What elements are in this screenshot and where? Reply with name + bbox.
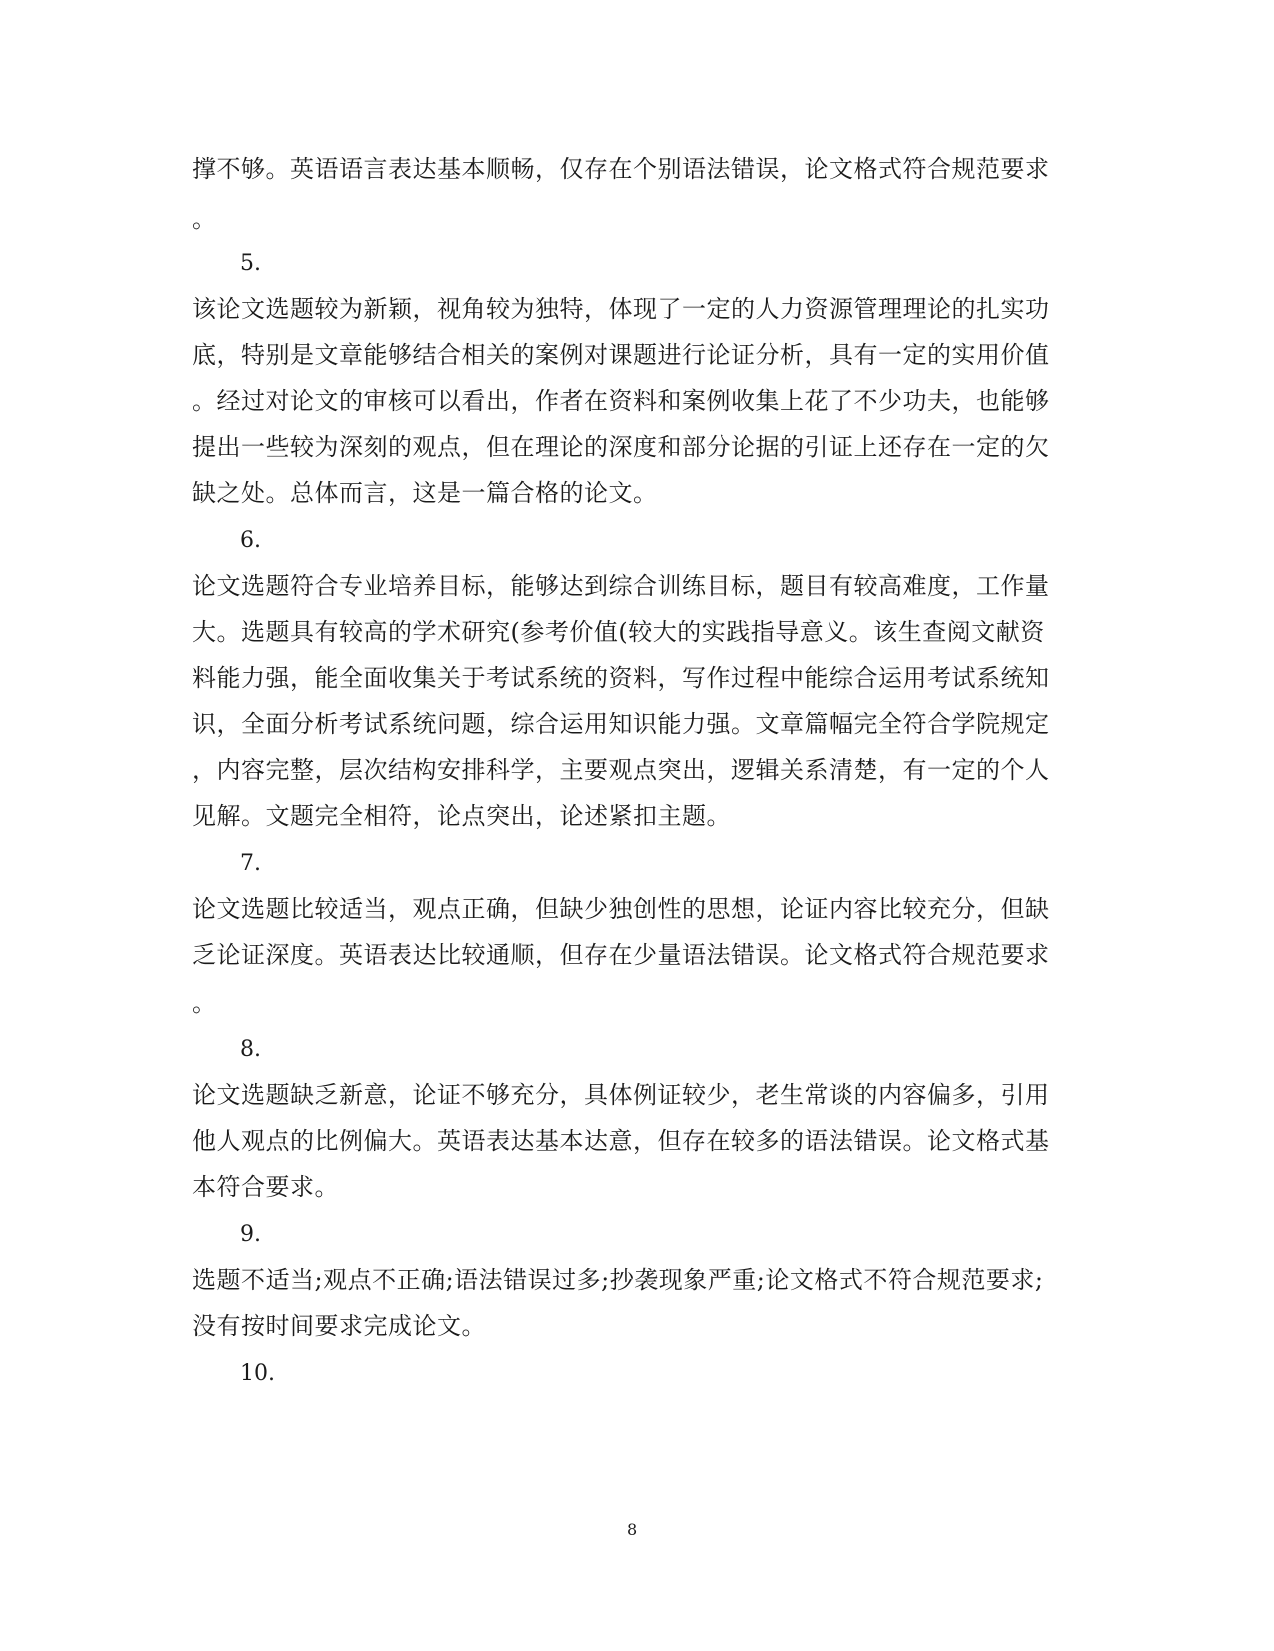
text-line: 。 — [192, 205, 217, 233]
text-line: 。经过对论文的审核可以看出，作者在资料和案例收集上花了不少功夫，也能够 — [192, 387, 1050, 415]
text-line: 料能力强，能全面收集关于考试系统的资料，写作过程中能综合运用考试系统知 — [192, 664, 1050, 692]
text-line: 选题不适当;观点不正确;语法错误过多;抄袭现象严重;论文格式不符合规范要求; — [192, 1266, 1044, 1294]
text-line: 他人观点的比例偏大。英语表达基本达意，但存在较多的语法错误。论文格式基 — [192, 1127, 1050, 1155]
text-line: 没有按时间要求完成论文。 — [192, 1312, 486, 1340]
text-line: 。 — [192, 989, 217, 1017]
item-number: 5. — [240, 251, 261, 276]
text-line: 乏论证深度。英语表达比较通顺，但存在少量语法错误。论文格式符合规范要求 — [192, 941, 1050, 969]
text-line: ，内容完整，层次结构安排科学，主要观点突出，逻辑关系清楚，有一定的个人 — [192, 756, 1050, 784]
text-line: 提出一些较为深刻的观点，但在理论的深度和部分论据的引证上还存在一定的欠 — [192, 433, 1050, 461]
text-line: 底，特别是文章能够结合相关的案例对课题进行论证分析，具有一定的实用价值 — [192, 341, 1050, 369]
item-number: 10. — [240, 1361, 275, 1386]
item-number: 8. — [240, 1037, 261, 1062]
text-line: 论文选题缺乏新意，论证不够充分，具体例证较少，老生常谈的内容偏多，引用 — [192, 1081, 1050, 1109]
text-line: 识，全面分析考试系统问题，综合运用知识能力强。文章篇幅完全符合学院规定 — [192, 710, 1050, 738]
text-line: 论文选题符合专业培养目标，能够达到综合训练目标，题目有较高难度，工作量 — [192, 572, 1050, 600]
text-line: 该论文选题较为新颖，视角较为独特，体现了一定的人力资源管理理论的扎实功 — [192, 295, 1050, 323]
text-line: 本符合要求。 — [192, 1173, 339, 1201]
item-number: 6. — [240, 528, 261, 553]
text-line: 大。选题具有较高的学术研究(参考价值(较大的实践指导意义。该生查阅文献资 — [192, 618, 1045, 646]
text-line: 缺之处。总体而言，这是一篇合格的论文。 — [192, 479, 658, 507]
page-number: 8 — [627, 1520, 638, 1539]
text-line: 见解。文题完全相符，论点突出，论述紧扣主题。 — [192, 802, 731, 830]
item-number: 7. — [240, 851, 261, 876]
item-number: 9. — [240, 1222, 261, 1247]
text-line: 论文选题比较适当，观点正确，但缺少独创性的思想，论证内容比较充分，但缺 — [192, 895, 1050, 923]
text-line: 撑不够。英语语言表达基本顺畅，仅存在个别语法错误，论文格式符合规范要求 — [192, 155, 1050, 183]
